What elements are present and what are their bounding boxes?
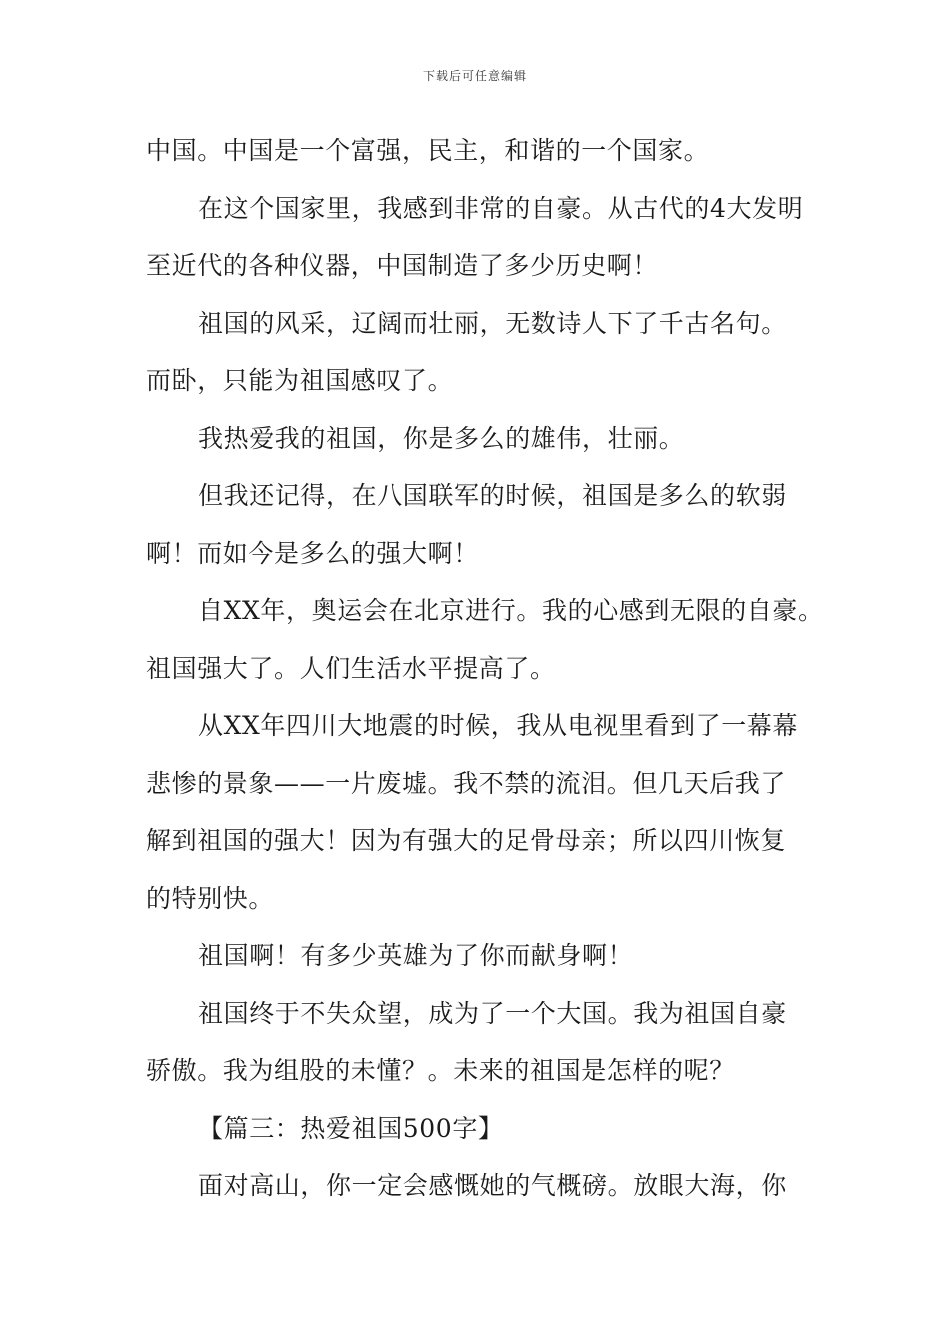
text-line: 祖国啊！有多少英雄为了你而献身啊！ bbox=[198, 941, 634, 970]
section-heading: 【篇三：热爱祖国500字】 bbox=[198, 1113, 504, 1143]
text-line: 中国。中国是一个富强，民主，和谐的一个国家。 bbox=[146, 136, 710, 165]
text-line: 的特别快。 bbox=[146, 883, 275, 913]
text-line: 面对高山，你一定会感慨她的气概磅。放眼大海，你 bbox=[198, 1171, 787, 1200]
text-line: 骄傲。我为组股的未懂？。未来的祖国是怎样的呢？ bbox=[146, 1056, 735, 1085]
document-body bbox=[146, 128, 836, 1221]
page-header-note: 下载后可任意编辑 bbox=[422, 69, 527, 83]
text-line: 我热爱我的祖国，你是多么的雄伟，壮丽。 bbox=[198, 423, 685, 453]
text-line: 悲惨的景象——一片废墟。我不禁的流泪。但几天后我了 bbox=[146, 768, 787, 798]
text-line: 而卧，只能为祖国感叹了。 bbox=[146, 366, 454, 395]
text-line: 自XX年，奥运会在北京进行。我的心感到无限的自豪。 bbox=[198, 596, 824, 625]
text-line: 从XX年四川大地震的时候，我从电视里看到了一幕幕 bbox=[198, 711, 798, 740]
text-line: 啊！而如今是多么的强大啊！ bbox=[146, 538, 479, 568]
text-line: 至近代的各种仪器，中国制造了多少历史啊！ bbox=[146, 251, 659, 280]
text-line: 祖国的风采，辽阔而壮丽，无数诗人下了千古名句。 bbox=[198, 308, 787, 338]
text-line: 解到祖国的强大！因为有强大的足骨母亲；所以四川恢复 bbox=[146, 826, 787, 855]
text-line: 祖国强大了。人们生活水平提高了。 bbox=[146, 653, 556, 683]
text-line: 祖国终于不失众望，成为了一个大国。我为祖国自豪 bbox=[198, 998, 787, 1028]
text-line: 在这个国家里，我感到非常的自豪。从古代的4大发明 bbox=[198, 193, 804, 223]
text-line: 但我还记得，在八国联军的时候，祖国是多么的软弱 bbox=[198, 481, 787, 510]
